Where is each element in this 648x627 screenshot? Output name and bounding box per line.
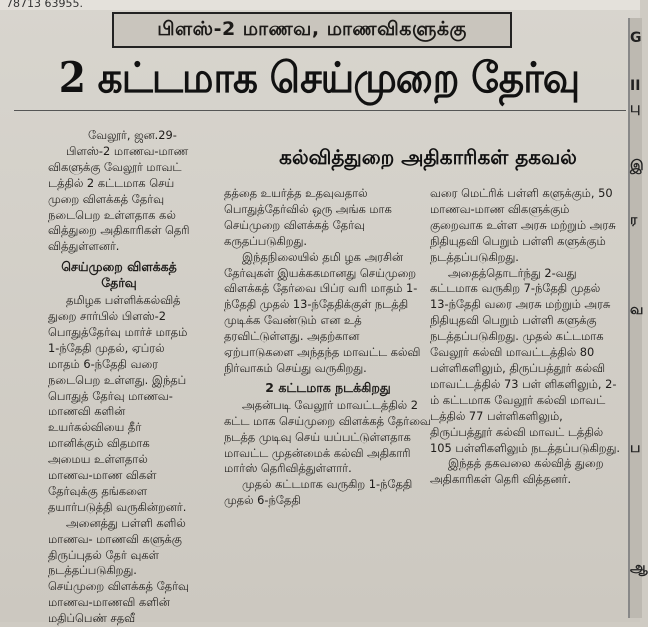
- edge-char: ஆ: [630, 560, 648, 576]
- paragraph: பிளஸ்-2 மாணவ-மாண விகளுக்கு வேலூர் மாவட் டத்தில் 2 கட்டமாக செய் முறை விளக்கத் தேர்வு நடைபெற உள்ளதாக கல் வித்துறை அதிகாரிகள் தெரி வித்துள்ளனர்.: [48, 143, 190, 254]
- edge-char: பு: [630, 100, 641, 116]
- section-subhead: 2 கட்டமாக நடக்கிறது: [265, 379, 391, 395]
- edge-char: G: [630, 30, 642, 46]
- headline-rule: [14, 110, 626, 111]
- edge-char: II: [630, 78, 641, 94]
- kicker-box: பிளஸ்-2 மாணவ, மாணவிகளுக்கு: [112, 12, 512, 48]
- paragraph: வரை மெட்ரிக் பள்ளி களுக்கும், 50 மாணவ-மாண விகளுக்கும் குறைவாக உள்ள அரசு மற்றும் அரசு நிதியுதவி பெறும் பள்ளி களுக்கும் நடத்தப்படுகிறது.: [430, 186, 616, 264]
- top-strip: [0, 0, 640, 10]
- headline: 2 கட்டமாக செய்முறை தேர்வு: [58, 53, 580, 102]
- top-number: 78713 63955.: [6, 0, 83, 10]
- paragraph: அதைத்தொடர்ந்து 2-வது கட்டமாக வருகிற 7-ந்தேதி முதல் 13-ந்தேதி வரை அரசு மற்றும் அரசு நிதியுதவி பெறும் பள்ளி களுக்கு நடத்தப்படுகிறது. முதல் கட்டமாக வேலூர் கல்வி மாவட்டத்தில் 80 பள்ளிகளிலும், திருப்பத்தூர் கல்வி மாவட்டத்தில் 73 பள் ளிகளிலும், 2-ம் கட்டமாக வேலூர் கல்வி மாவட் டத்தில் 77 பள்ளிகளிலும், திருப்பத்தூர் கல்வி மாவட் டத்தில் 105 பள்ளிகளிலும் நடத்தப்படுகிறது.: [430, 265, 621, 455]
- paragraph: தத்தை உயர்த்த உதவுவதால் பொதுத்தேர்வில் ஒரு அங்க மாக செய்முறை விளக்கத் தேர்வு கருதப்படுகிறது.: [224, 186, 392, 248]
- edge-char: இ: [630, 158, 644, 174]
- paragraph: அதன்படி வேலூர் மாவட்டத்தில் 2 கட்ட மாக செய்முறை விளக்கத் தேர்வை நடத்த முடிவு செய் யப்பட்டுள்ளதாக மாவட்ட முதன்மைக் கல்வி அதிகாரி மார்ஸ் தெரிவித்துள்ளார்.: [224, 397, 431, 476]
- paragraph: இந்தநிலையில் தமி ழக அரசின் தேர்வுகள் இயக்ககமானது செய்முறை விளக்கத் தேர்வை பிப்ர வரி மாதம் 1-ந்தேதி முதல் 13-ந்தேதிக்குள் நடத்தி முடிக்க வேண்டும் என உத் தரவிட்டுள்ளது. அதற்கான ஏற்பாடுகளை அந்தந்த மாவட்ட கல்வி நிர்வாகம் செய்து வருகிறது.: [224, 249, 421, 375]
- edge-char: ப: [630, 440, 641, 456]
- paragraph: அனைத்து பள்ளி களில் மாணவ- மாணவி களுக்கு திருப்புதல் தேர் வுகள் நடத்தப்படுகிறது. செய்முறை விளக்கத் தேர்வு மாணவ-மாணவி களின் மதிப்பெண் சதவீ: [48, 515, 189, 626]
- section-subhead: செய்முறை விளக்கத் தேர்வு: [61, 259, 177, 291]
- edge-char: வ: [630, 302, 644, 318]
- paragraph: முதல் கட்டமாக வருகிற 1-ந்தேதி முதல் 6-ந்தேதி: [224, 477, 413, 508]
- subheadline: கல்வித்துறை அதிகாரிகள் தகவல்: [279, 145, 577, 169]
- dateline: வேலூர், ஜன.29-: [88, 128, 177, 142]
- paragraph: இந்தத் தகவலை கல்வித் துறை அதிகாரிகள் தெரி வித்தனர்.: [430, 456, 604, 487]
- column-2: [224, 186, 432, 509]
- paragraph: தமிழக பள்ளிக்கல்வித் துறை சார்பில் பிளஸ்-2 பொதுத்தேர்வு மார்ச் மாதம் 1-ந்தேதி முதல், ஏப்ரல் மாதம் 6-ந்தேதி வரை நடைபெற உள்ளது. இந்தப் பொதுத் தேர்வு மாணவ-மாணவி களின் உயர்கல்வியை தீர் மானிக்கும் விதமாக அமைய உள்ளதால் மாணவ-மாண விகள் தேர்வுக்கு தங்களை தயார்படுத்தி வருகின்றனர்.: [48, 293, 188, 514]
- column-3: [430, 186, 622, 488]
- column-1: [48, 128, 190, 627]
- edge-char: ர: [630, 212, 638, 228]
